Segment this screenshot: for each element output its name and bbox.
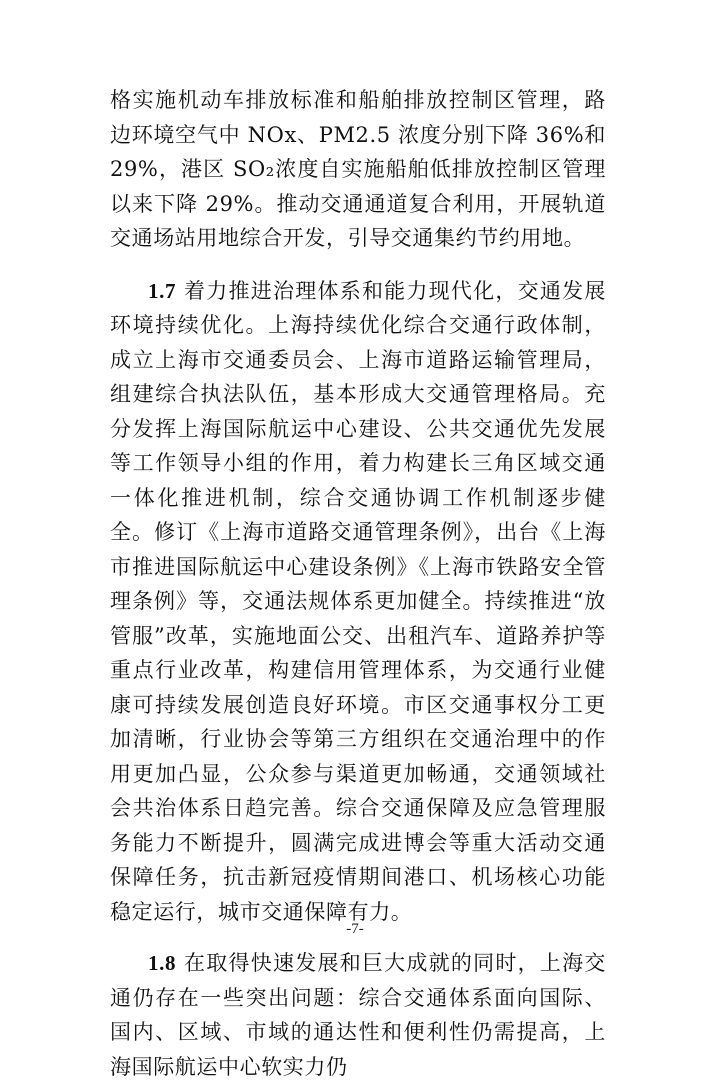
section-number: 1.7 [148, 278, 177, 303]
section-number: 1.8 [148, 951, 177, 975]
page-number: -7- [346, 921, 364, 937]
section-text: 着力推进治理体系和能力现代化，交通发展环境持续优化。上海持续优化综合交通行政体制，成立上海市交通委员会、上海市道路运输管理局，组建综合执法队伍，基本形成大交通管理格局。充分发挥上海国际航运中心建设、公共交通优先发展等工作领导小组的作用，着力构建长三角区域交通一体化推进机制，综合交通协调工作机制逐步健全。修订《上海市道路交通管理条例》，出台《上海市推进国际航运中心建设条例》《上海市铁路安全管理条例》等，交通法规体系更加健全。持续推进“放管服”改革，实施地面公交、出租汽车、道路养护等重点行业改革，构建信用管理体系，为交通行业健康可持续发展创造良好环境。市区交通事权分工更加清晰，行业协会等第三方组织在交通治理中的作用更加凸显，公众参与渠道更加畅通，交通领域社会共治体系日趋完善。综合交通保障及应急管理服务能力不断提升，圆满完成进博会等重大活动交通保障任务，抗击新冠疫情期间港口、机场核心功能稳定运行，城市交通保障有力。 [110, 278, 606, 924]
paragraph-section-1-7 [110, 274, 606, 930]
section-text: 在取得快速发展和巨大成就的同时，上海交通仍存在一些突出问题：综合交通体系面向国际、国内、区域、市域的通达性和便利性仍需提高，上海国际航运中心软实力仍 [110, 951, 606, 1079]
paragraph-section-1-8 [110, 946, 606, 1084]
paragraph-continuation: 格实施机动车排放标准和船舶排放控制区管理，路边环境空气中 NOx、PM2.5 浓度分别下降 36%和 29%，港区 SO₂浓度自实施船舶低排放控制区管理以来下降 29%。推动交通通道复合利用，开展轨道交通场站用地综合开发，引导交通集约节约用地。 [110, 88, 606, 250]
